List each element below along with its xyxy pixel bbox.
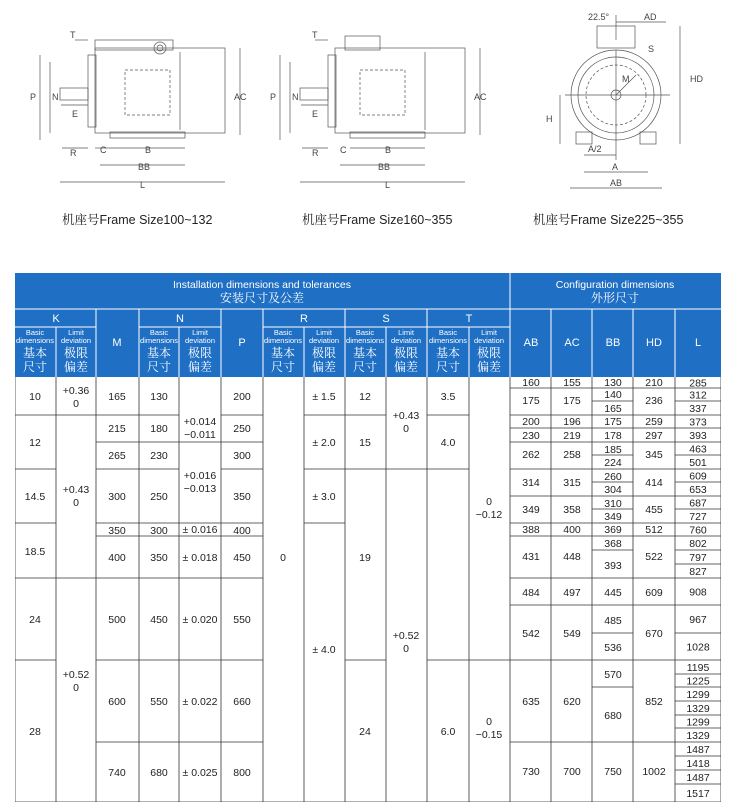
motor-drawings	[0, 0, 738, 200]
label-T-1: T	[70, 30, 76, 40]
n-basic: 680	[150, 767, 168, 779]
p-value: 300	[233, 450, 251, 462]
m-value: 740	[108, 767, 126, 779]
install-title-cn: 安装尺寸及公差	[219, 291, 305, 305]
bb-value: 140	[604, 389, 622, 401]
l-value: 393	[689, 430, 707, 442]
limit-en-line2: deviation	[473, 336, 505, 345]
l-value: 285	[689, 377, 707, 390]
basic-cn-line1: 基本	[435, 346, 461, 360]
s-dev: 0	[403, 643, 409, 655]
caption-frame-160-355: 机座号Frame Size160~355	[302, 213, 453, 227]
s-dev: +0.43	[392, 410, 420, 422]
bb-value: 185	[604, 444, 622, 456]
limit-cn-line2: 偏差	[393, 360, 419, 374]
header-AB: AB	[523, 337, 539, 349]
n-basic: 450	[150, 614, 168, 626]
label-B-2: B	[385, 145, 392, 155]
hd-value: 512	[645, 524, 663, 536]
label-T-2: T	[312, 30, 318, 40]
bb-value: 393	[604, 560, 622, 572]
label-L-2: L	[385, 180, 391, 190]
n-dev: +0.014	[183, 416, 217, 428]
bb-value: 680	[604, 710, 622, 722]
m-value: 265	[108, 450, 126, 462]
l-value: 501	[689, 457, 707, 469]
basic-cn-line1: 基本	[22, 346, 48, 360]
label-BB-1: BB	[138, 162, 151, 172]
ac-value: 549	[563, 628, 581, 640]
s-basic: 24	[359, 726, 371, 738]
ab-value: 230	[522, 430, 540, 442]
l-value: 1299	[686, 716, 710, 729]
ab-value: 484	[522, 587, 540, 599]
limit-cn-line1: 极限	[393, 346, 419, 360]
l-value: 1329	[686, 730, 710, 742]
limit-en-line2: deviation	[184, 336, 216, 345]
ac-value: 175	[563, 395, 581, 407]
basic-cn-line2: 尺寸	[270, 360, 296, 374]
label-P-2: P	[270, 92, 277, 102]
limit-cn-line1: 极限	[63, 346, 89, 360]
label-N-2: N	[292, 92, 299, 102]
basic-en-line1: Basic	[273, 328, 293, 337]
limit-en-line2: deviation	[60, 336, 92, 345]
config-title-en: Configuration dimensions	[555, 279, 675, 291]
l-value: 1418	[686, 758, 710, 770]
hd-value: 297	[645, 430, 663, 442]
r-dev: ± 4.0	[312, 644, 336, 656]
basic-en-line1: Basic	[355, 328, 375, 337]
ab-value: 431	[522, 551, 540, 563]
n-basic: 130	[150, 391, 168, 403]
hd-value: 522	[645, 551, 663, 563]
label-BB-2: BB	[378, 162, 391, 172]
bb-value: 750	[604, 766, 622, 778]
l-value: 1195	[686, 662, 710, 674]
label-A2: A/2	[588, 144, 602, 154]
limit-cn-line1: 极限	[311, 346, 337, 360]
k-dev: 0	[73, 497, 79, 509]
header-AC: AC	[564, 337, 580, 349]
hd-value: 414	[645, 477, 663, 489]
ac-value: 258	[563, 449, 581, 461]
limit-en-line1: Limit	[68, 328, 84, 337]
limit-en-line2: deviation	[308, 336, 340, 345]
limit-cn-line2: 偏差	[311, 360, 337, 374]
label-M: M	[622, 74, 630, 84]
l-value: 727	[689, 511, 707, 523]
ac-value: 448	[563, 551, 581, 563]
k-basic: 12	[29, 437, 41, 449]
label-R-1: R	[70, 148, 77, 158]
m-value: 400	[108, 552, 126, 564]
basic-en-line1: Basic	[438, 328, 458, 337]
label-AC-2: AC	[474, 92, 487, 102]
bb-value: 260	[604, 471, 622, 483]
dimensions-table	[15, 273, 721, 802]
ac-value: 315	[563, 477, 581, 489]
ab-value: 635	[522, 696, 540, 708]
caption-frame-225-355: 机座号Frame Size225~355	[533, 213, 684, 227]
limit-cn-line2: 偏差	[63, 360, 89, 374]
l-value: 797	[689, 552, 707, 564]
r-basic: 0	[280, 552, 286, 564]
limit-cn-line2: 偏差	[476, 360, 502, 374]
l-value: 908	[689, 586, 707, 599]
l-value: 1299	[686, 689, 710, 701]
n-basic: 350	[150, 552, 168, 564]
n-dev: ± 0.025	[182, 767, 218, 779]
l-value: 337	[689, 403, 707, 415]
m-value: 600	[108, 696, 126, 708]
n-basic: 550	[150, 696, 168, 708]
l-value: 687	[689, 497, 707, 510]
label-C-1: C	[100, 145, 107, 155]
basic-en-line1: Basic	[25, 328, 45, 337]
limit-en-line2: deviation	[390, 336, 422, 345]
label-HD: HD	[690, 74, 703, 84]
m-value: 300	[108, 491, 126, 503]
n-dev: ± 0.016	[182, 524, 218, 536]
k-dev: +0.43	[62, 484, 90, 496]
basic-en-line2: dimensions	[16, 336, 54, 345]
m-value: 350	[108, 525, 126, 537]
n-dev: −0.011	[184, 429, 216, 441]
n-dev: −0.013	[183, 483, 217, 495]
label-C-2: C	[340, 145, 347, 155]
ac-value: 358	[563, 504, 581, 516]
t-basic: 4.0	[440, 437, 456, 449]
basic-en-line2: dimensions	[140, 336, 178, 345]
s-basic: 12	[359, 391, 371, 403]
k-basic: 14.5	[24, 491, 46, 503]
ac-value: 497	[563, 587, 581, 599]
limit-en-line1: Limit	[192, 328, 208, 337]
p-value: 550	[233, 614, 251, 626]
hd-value: 236	[645, 395, 663, 407]
hd-value: 670	[645, 628, 663, 640]
l-value: 1487	[686, 744, 710, 756]
bb-value: 304	[604, 484, 622, 496]
motor-side-view-small	[30, 30, 247, 190]
basic-en-line2: dimensions	[346, 336, 384, 345]
bb-value: 349	[604, 511, 622, 523]
label-AD: AD	[644, 12, 657, 22]
ac-value: 155	[563, 377, 581, 389]
caption-frame-100-132: 机座号Frame Size100~132	[62, 213, 213, 227]
k-dev: +0.36	[62, 385, 90, 397]
bb-value: 130	[604, 377, 622, 389]
k-dev: +0.52	[62, 669, 90, 681]
k-basic: 24	[29, 614, 41, 626]
n-basic: 250	[150, 491, 168, 503]
hd-value: 345	[645, 449, 663, 461]
hd-value: 455	[645, 504, 663, 516]
label-R-2: R	[312, 148, 319, 158]
limit-cn-line1: 极限	[476, 346, 502, 360]
m-value: 500	[108, 614, 126, 626]
m-value: 165	[108, 391, 126, 403]
n-dev: ± 0.022	[182, 696, 218, 708]
s-dev: 0	[403, 423, 409, 435]
p-value: 450	[233, 552, 251, 564]
bb-value: 310	[604, 498, 622, 510]
label-P-1: P	[30, 92, 37, 102]
hd-value: 210	[645, 377, 663, 389]
label-AC-1: AC	[234, 92, 247, 102]
l-value: 1329	[686, 703, 710, 715]
n-dev: +0.016	[183, 470, 217, 482]
s-basic: 15	[359, 437, 371, 449]
l-value: 967	[689, 614, 707, 626]
label-AB: AB	[610, 178, 623, 188]
limit-cn-line1: 极限	[187, 346, 213, 360]
limit-cn-line2: 偏差	[187, 360, 213, 374]
l-value: 1517	[686, 788, 710, 800]
l-value: 760	[689, 524, 707, 537]
hd-value: 1002	[642, 766, 666, 778]
install-title-en: Installation dimensions and tolerances	[172, 279, 352, 291]
m-value: 215	[108, 423, 126, 435]
bb-value: 369	[604, 524, 622, 536]
header-HD: HD	[646, 337, 662, 349]
bb-value: 445	[604, 587, 622, 599]
header-M: M	[112, 337, 122, 349]
basic-cn-line2: 尺寸	[22, 360, 48, 374]
k-dev: 0	[73, 398, 79, 410]
ac-value: 219	[563, 430, 581, 442]
p-value: 200	[233, 391, 251, 403]
ab-value: 160	[522, 377, 540, 389]
k-basic: 28	[29, 726, 41, 738]
header-L: L	[694, 337, 702, 349]
l-value: 312	[689, 389, 707, 402]
n-basic: 230	[150, 450, 168, 462]
basic-cn-line1: 基本	[270, 346, 296, 360]
n-basic: 180	[150, 423, 168, 435]
label-L-1: L	[140, 180, 146, 190]
r-dev: ± 3.0	[312, 491, 336, 503]
motor-front-view	[546, 12, 703, 188]
p-value: 250	[233, 423, 251, 435]
ab-value: 349	[522, 504, 540, 516]
ab-value: 200	[522, 416, 540, 428]
group-R: R	[300, 313, 308, 325]
limit-en-line1: Limit	[481, 328, 497, 337]
p-value: 800	[233, 767, 251, 779]
r-dev: ± 2.0	[312, 437, 336, 449]
ac-value: 620	[563, 696, 581, 708]
group-K: K	[52, 313, 60, 325]
t-dev: −0.15	[475, 729, 503, 741]
label-N-1: N	[52, 92, 59, 102]
ab-value: 388	[522, 524, 540, 536]
t-dev: −0.12	[475, 509, 503, 521]
table-body-text	[25, 377, 710, 800]
basic-cn-line2: 尺寸	[435, 360, 461, 374]
t-basic: 6.0	[440, 726, 456, 738]
basic-en-line1: Basic	[149, 328, 169, 337]
motor-side-view-large	[270, 30, 487, 190]
hd-value: 852	[645, 696, 663, 708]
bb-value: 178	[604, 430, 622, 442]
hd-value: 609	[645, 587, 663, 599]
label-S: S	[648, 44, 655, 54]
p-value: 660	[233, 696, 251, 708]
l-value: 653	[689, 484, 707, 496]
bb-value: 175	[604, 416, 622, 428]
label-B-1: B	[145, 145, 152, 155]
label-E-1: E	[72, 109, 79, 119]
l-value: 609	[689, 470, 707, 483]
bb-value: 570	[604, 669, 622, 681]
label-A: A	[612, 162, 619, 172]
l-value: 827	[689, 566, 707, 578]
k-basic: 18.5	[24, 546, 46, 558]
k-basic: 10	[29, 391, 41, 403]
ac-value: 196	[563, 416, 581, 428]
basic-cn-line2: 尺寸	[352, 360, 378, 374]
ab-value: 175	[522, 395, 540, 407]
basic-cn-line1: 基本	[146, 346, 172, 360]
l-value: 1487	[686, 772, 710, 784]
p-value: 400	[233, 525, 251, 537]
label-H: H	[546, 114, 553, 124]
limit-en-line1: Limit	[398, 328, 414, 337]
ab-value: 730	[522, 766, 540, 778]
bb-value: 165	[604, 403, 622, 415]
label-E-2: E	[312, 109, 319, 119]
group-T: T	[465, 313, 473, 325]
bb-value: 368	[604, 538, 622, 550]
config-title-cn: 外形尺寸	[590, 291, 640, 305]
bb-value: 485	[604, 615, 622, 627]
group-S: S	[382, 313, 390, 325]
n-dev: ± 0.018	[182, 552, 218, 564]
l-value: 463	[689, 443, 707, 456]
ab-value: 314	[522, 477, 540, 489]
basic-en-line2: dimensions	[429, 336, 467, 345]
t-dev: 0	[486, 716, 492, 728]
ab-value: 262	[522, 449, 540, 461]
basic-cn-line2: 尺寸	[146, 360, 172, 374]
header-BB: BB	[605, 337, 621, 349]
limit-en-line1: Limit	[316, 328, 332, 337]
ac-value: 700	[563, 766, 581, 778]
t-dev: 0	[486, 496, 492, 508]
hd-value: 259	[645, 416, 663, 428]
l-value: 373	[689, 416, 707, 429]
label-angle: 22.5°	[588, 12, 610, 22]
group-N: N	[176, 313, 184, 325]
r-dev: ± 1.5	[312, 391, 336, 403]
basic-en-line2: dimensions	[264, 336, 302, 345]
l-value: 1028	[686, 641, 710, 654]
ab-value: 542	[522, 628, 540, 640]
bb-value: 224	[604, 457, 622, 469]
t-basic: 3.5	[440, 391, 456, 403]
header-P: P	[238, 337, 246, 349]
n-dev: ± 0.020	[182, 614, 218, 626]
l-value: 802	[689, 538, 707, 550]
k-dev: 0	[73, 682, 79, 694]
ac-value: 400	[563, 524, 581, 536]
p-value: 350	[233, 491, 251, 503]
s-basic: 19	[359, 552, 371, 564]
bb-value: 536	[604, 642, 622, 654]
n-basic: 300	[150, 525, 168, 537]
basic-cn-line1: 基本	[352, 346, 378, 360]
s-dev: +0.52	[392, 630, 420, 642]
l-value: 1225	[686, 675, 710, 688]
